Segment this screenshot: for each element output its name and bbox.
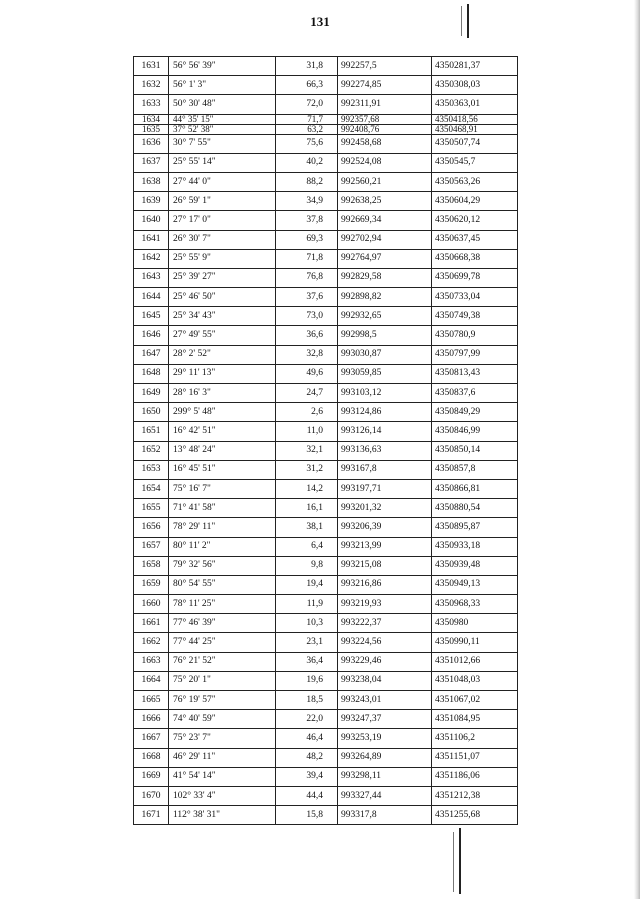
distance-cell: 9,8: [276, 556, 338, 575]
table-row: [134, 595, 518, 614]
x-coordinate-cell: 993030,87: [338, 345, 432, 364]
point-number-cell: 1656: [134, 518, 169, 537]
y-coordinate-cell: 4350281,37: [432, 57, 518, 76]
x-coordinate-cell: 992932,65: [338, 307, 432, 326]
distance-cell: 71,8: [276, 249, 338, 268]
distance-cell: 24,7: [276, 384, 338, 403]
direction-angle-cell: 78° 29' 11": [169, 518, 276, 537]
direction-angle-cell: 28° 16' 3": [169, 384, 276, 403]
direction-angle-cell: 102° 33' 4": [169, 786, 276, 805]
y-coordinate-cell: 4350418,56: [432, 114, 518, 124]
distance-cell: 39,4: [276, 767, 338, 786]
x-coordinate-cell: 992524,08: [338, 153, 432, 172]
direction-angle-cell: 80° 54' 55": [169, 575, 276, 594]
direction-angle-cell: 77° 46' 39": [169, 614, 276, 633]
distance-cell: 10,3: [276, 614, 338, 633]
point-number-cell: 1654: [134, 479, 169, 498]
distance-cell: 66,3: [276, 76, 338, 95]
y-coordinate-cell: 4350866,81: [432, 479, 518, 498]
direction-angle-cell: 46° 29' 11": [169, 748, 276, 767]
distance-cell: 11,0: [276, 422, 338, 441]
y-coordinate-cell: 4350780,9: [432, 326, 518, 345]
x-coordinate-cell: 992998,5: [338, 326, 432, 345]
x-coordinate-cell: 993317,8: [338, 806, 432, 825]
x-coordinate-cell: 992638,25: [338, 192, 432, 211]
distance-cell: 16,1: [276, 499, 338, 518]
direction-angle-cell: 76° 19' 57": [169, 691, 276, 710]
point-number-cell: 1644: [134, 288, 169, 307]
x-coordinate-cell: 993215,08: [338, 556, 432, 575]
table-row: [134, 114, 518, 124]
distance-cell: 37,8: [276, 211, 338, 230]
scan-margin-mark: [461, 6, 462, 36]
point-number-cell: 1650: [134, 403, 169, 422]
direction-angle-cell: 25° 39' 27": [169, 268, 276, 287]
distance-cell: 75,6: [276, 134, 338, 153]
x-coordinate-cell: 993124,86: [338, 403, 432, 422]
table-row: [134, 767, 518, 786]
direction-angle-cell: 25° 55' 14": [169, 153, 276, 172]
table-row: [134, 230, 518, 249]
table-row: [134, 134, 518, 153]
direction-angle-cell: 26° 30' 7": [169, 230, 276, 249]
point-number-cell: 1648: [134, 364, 169, 383]
y-coordinate-cell: 4350545,7: [432, 153, 518, 172]
point-number-cell: 1655: [134, 499, 169, 518]
table-row: [134, 691, 518, 710]
table-row: [134, 786, 518, 805]
point-number-cell: 1671: [134, 806, 169, 825]
y-coordinate-cell: 4350837,6: [432, 384, 518, 403]
y-coordinate-cell: 4350749,38: [432, 307, 518, 326]
x-coordinate-cell: 993206,39: [338, 518, 432, 537]
distance-cell: 37,6: [276, 288, 338, 307]
y-coordinate-cell: 4350880,54: [432, 499, 518, 518]
y-coordinate-cell: 4350857,8: [432, 460, 518, 479]
y-coordinate-cell: 4350308,03: [432, 76, 518, 95]
table-row: [134, 288, 518, 307]
table-row: [134, 124, 518, 134]
distance-cell: 19,6: [276, 671, 338, 690]
distance-cell: 32,8: [276, 345, 338, 364]
point-number-cell: 1663: [134, 652, 169, 671]
table-row: [134, 518, 518, 537]
direction-angle-cell: 25° 46' 50": [169, 288, 276, 307]
distance-cell: 46,4: [276, 729, 338, 748]
point-number-cell: 1638: [134, 172, 169, 191]
distance-cell: 31,2: [276, 460, 338, 479]
table-row: [134, 748, 518, 767]
point-number-cell: 1658: [134, 556, 169, 575]
y-coordinate-cell: 4350980: [432, 614, 518, 633]
point-number-cell: 1662: [134, 633, 169, 652]
point-number-cell: 1667: [134, 729, 169, 748]
x-coordinate-cell: 993059,85: [338, 364, 432, 383]
distance-cell: 49,6: [276, 364, 338, 383]
y-coordinate-cell: 4350620,12: [432, 211, 518, 230]
point-number-cell: 1632: [134, 76, 169, 95]
distance-cell: 31,8: [276, 57, 338, 76]
distance-cell: 36,6: [276, 326, 338, 345]
y-coordinate-cell: 4350733,04: [432, 288, 518, 307]
distance-cell: 23,1: [276, 633, 338, 652]
y-coordinate-cell: 4351106,2: [432, 729, 518, 748]
coordinates-table: [133, 56, 518, 825]
table-row: [134, 537, 518, 556]
direction-angle-cell: 75° 16' 7": [169, 479, 276, 498]
x-coordinate-cell: 992311,91: [338, 95, 432, 114]
distance-cell: 22,0: [276, 710, 338, 729]
point-number-cell: 1659: [134, 575, 169, 594]
point-number-cell: 1634: [134, 114, 169, 124]
point-number-cell: 1643: [134, 268, 169, 287]
table-row: [134, 364, 518, 383]
coordinates-table-body: [134, 57, 518, 825]
direction-angle-cell: 76° 21' 52": [169, 652, 276, 671]
point-number-cell: 1639: [134, 192, 169, 211]
x-coordinate-cell: 993213,99: [338, 537, 432, 556]
table-row: [134, 249, 518, 268]
table-row: [134, 345, 518, 364]
point-number-cell: 1633: [134, 95, 169, 114]
point-number-cell: 1653: [134, 460, 169, 479]
x-coordinate-cell: 993229,46: [338, 652, 432, 671]
table-row: [134, 211, 518, 230]
direction-angle-cell: 28° 2' 52": [169, 345, 276, 364]
x-coordinate-cell: 992829,58: [338, 268, 432, 287]
distance-cell: 11,9: [276, 595, 338, 614]
distance-cell: 19,4: [276, 575, 338, 594]
y-coordinate-cell: 4351048,03: [432, 671, 518, 690]
y-coordinate-cell: 4350563,26: [432, 172, 518, 191]
direction-angle-cell: 75° 20' 1": [169, 671, 276, 690]
table-row: [134, 76, 518, 95]
point-number-cell: 1636: [134, 134, 169, 153]
y-coordinate-cell: 4350637,45: [432, 230, 518, 249]
direction-angle-cell: 37° 52' 38": [169, 124, 276, 134]
point-number-cell: 1637: [134, 153, 169, 172]
direction-angle-cell: 50° 30' 48": [169, 95, 276, 114]
table-row: [134, 556, 518, 575]
distance-cell: 44,4: [276, 786, 338, 805]
x-coordinate-cell: 993243,01: [338, 691, 432, 710]
direction-angle-cell: 29° 11' 13": [169, 364, 276, 383]
point-number-cell: 1660: [134, 595, 169, 614]
x-coordinate-cell: 993216,86: [338, 575, 432, 594]
direction-angle-cell: 56° 1' 3": [169, 76, 276, 95]
point-number-cell: 1668: [134, 748, 169, 767]
table-row: [134, 441, 518, 460]
point-number-cell: 1635: [134, 124, 169, 134]
y-coordinate-cell: 4350363,01: [432, 95, 518, 114]
y-coordinate-cell: 4350990,11: [432, 633, 518, 652]
table-row: [134, 172, 518, 191]
y-coordinate-cell: 4350939,48: [432, 556, 518, 575]
direction-angle-cell: 27° 17' 0": [169, 211, 276, 230]
scan-margin-mark: [459, 828, 461, 894]
x-coordinate-cell: 992408,76: [338, 124, 432, 134]
direction-angle-cell: 299° 5' 48": [169, 403, 276, 422]
distance-cell: 36,4: [276, 652, 338, 671]
x-coordinate-cell: 993264,89: [338, 748, 432, 767]
direction-angle-cell: 27° 44' 0": [169, 172, 276, 191]
x-coordinate-cell: 993298,11: [338, 767, 432, 786]
x-coordinate-cell: 992764,97: [338, 249, 432, 268]
table-row: [134, 326, 518, 345]
point-number-cell: 1670: [134, 786, 169, 805]
direction-angle-cell: 25° 34' 43": [169, 307, 276, 326]
distance-cell: 71,7: [276, 114, 338, 124]
direction-angle-cell: 112° 38' 31": [169, 806, 276, 825]
direction-angle-cell: 75° 23' 7": [169, 729, 276, 748]
table-row: [134, 268, 518, 287]
y-coordinate-cell: 4350797,99: [432, 345, 518, 364]
distance-cell: 34,9: [276, 192, 338, 211]
direction-angle-cell: 16° 45' 51": [169, 460, 276, 479]
y-coordinate-cell: 4350846,99: [432, 422, 518, 441]
y-coordinate-cell: 4350604,29: [432, 192, 518, 211]
x-coordinate-cell: 992702,94: [338, 230, 432, 249]
table-row: [134, 192, 518, 211]
point-number-cell: 1645: [134, 307, 169, 326]
point-number-cell: 1664: [134, 671, 169, 690]
direction-angle-cell: 41° 54' 14": [169, 767, 276, 786]
point-number-cell: 1669: [134, 767, 169, 786]
table-row: [134, 460, 518, 479]
table-row: [134, 710, 518, 729]
point-number-cell: 1646: [134, 326, 169, 345]
distance-cell: 72,0: [276, 95, 338, 114]
distance-cell: 69,3: [276, 230, 338, 249]
x-coordinate-cell: 992898,82: [338, 288, 432, 307]
x-coordinate-cell: 993201,32: [338, 499, 432, 518]
y-coordinate-cell: 4351255,68: [432, 806, 518, 825]
table-row: [134, 479, 518, 498]
point-number-cell: 1647: [134, 345, 169, 364]
x-coordinate-cell: 993327,44: [338, 786, 432, 805]
table-row: [134, 499, 518, 518]
x-coordinate-cell: 993247,37: [338, 710, 432, 729]
point-number-cell: 1641: [134, 230, 169, 249]
direction-angle-cell: 16° 42' 51": [169, 422, 276, 441]
x-coordinate-cell: 993222,37: [338, 614, 432, 633]
x-coordinate-cell: 993253,19: [338, 729, 432, 748]
table-row: [134, 403, 518, 422]
table-row: [134, 95, 518, 114]
x-coordinate-cell: 992274,85: [338, 76, 432, 95]
distance-cell: 6,4: [276, 537, 338, 556]
y-coordinate-cell: 4351186,06: [432, 767, 518, 786]
distance-cell: 32,1: [276, 441, 338, 460]
y-coordinate-cell: 4350468,91: [432, 124, 518, 134]
table-row: [134, 384, 518, 403]
x-coordinate-cell: 992560,21: [338, 172, 432, 191]
point-number-cell: 1661: [134, 614, 169, 633]
scan-margin-mark: [453, 832, 454, 892]
direction-angle-cell: 13° 48' 24": [169, 441, 276, 460]
point-number-cell: 1666: [134, 710, 169, 729]
scan-margin-mark: [467, 4, 469, 38]
direction-angle-cell: 71° 41' 58": [169, 499, 276, 518]
y-coordinate-cell: 4351067,02: [432, 691, 518, 710]
x-coordinate-cell: 992669,34: [338, 211, 432, 230]
y-coordinate-cell: 4350850,14: [432, 441, 518, 460]
y-coordinate-cell: 4350813,43: [432, 364, 518, 383]
y-coordinate-cell: 4350507,74: [432, 134, 518, 153]
distance-cell: 40,2: [276, 153, 338, 172]
distance-cell: 38,1: [276, 518, 338, 537]
x-coordinate-cell: 992257,5: [338, 57, 432, 76]
direction-angle-cell: 26° 59' 1": [169, 192, 276, 211]
y-coordinate-cell: 4350849,29: [432, 403, 518, 422]
direction-angle-cell: 78° 11' 25": [169, 595, 276, 614]
distance-cell: 63,2: [276, 124, 338, 134]
table-row: [134, 671, 518, 690]
direction-angle-cell: 56° 56' 39": [169, 57, 276, 76]
point-number-cell: 1657: [134, 537, 169, 556]
direction-angle-cell: 77° 44' 25": [169, 633, 276, 652]
x-coordinate-cell: 993238,04: [338, 671, 432, 690]
table-row: [134, 422, 518, 441]
page-number: 131: [310, 14, 330, 29]
distance-cell: 73,0: [276, 307, 338, 326]
y-coordinate-cell: 4351212,38: [432, 786, 518, 805]
point-number-cell: 1631: [134, 57, 169, 76]
x-coordinate-cell: 992357,68: [338, 114, 432, 124]
distance-cell: 76,8: [276, 268, 338, 287]
x-coordinate-cell: 993219,93: [338, 595, 432, 614]
direction-angle-cell: 30° 7' 55": [169, 134, 276, 153]
table-row: [134, 806, 518, 825]
table-row: [134, 633, 518, 652]
distance-cell: 2,6: [276, 403, 338, 422]
distance-cell: 15,8: [276, 806, 338, 825]
y-coordinate-cell: 4351012,66: [432, 652, 518, 671]
direction-angle-cell: 79° 32' 56": [169, 556, 276, 575]
y-coordinate-cell: 4350895,87: [432, 518, 518, 537]
y-coordinate-cell: 4350933,18: [432, 537, 518, 556]
y-coordinate-cell: 4350668,38: [432, 249, 518, 268]
x-coordinate-cell: 992458,68: [338, 134, 432, 153]
table-row: [134, 57, 518, 76]
x-coordinate-cell: 993224,56: [338, 633, 432, 652]
point-number-cell: 1642: [134, 249, 169, 268]
distance-cell: 88,2: [276, 172, 338, 191]
y-coordinate-cell: 4350949,13: [432, 575, 518, 594]
x-coordinate-cell: 993167,8: [338, 460, 432, 479]
x-coordinate-cell: 993126,14: [338, 422, 432, 441]
direction-angle-cell: 74° 40' 59": [169, 710, 276, 729]
point-number-cell: 1665: [134, 691, 169, 710]
distance-cell: 48,2: [276, 748, 338, 767]
table-row: [134, 729, 518, 748]
distance-cell: 18,5: [276, 691, 338, 710]
y-coordinate-cell: 4351084,95: [432, 710, 518, 729]
table-row: [134, 153, 518, 172]
table-row: [134, 307, 518, 326]
direction-angle-cell: 27° 49' 55": [169, 326, 276, 345]
point-number-cell: 1651: [134, 422, 169, 441]
x-coordinate-cell: 993103,12: [338, 384, 432, 403]
table-row: [134, 614, 518, 633]
x-coordinate-cell: 993136,63: [338, 441, 432, 460]
y-coordinate-cell: 4350699,78: [432, 268, 518, 287]
y-coordinate-cell: 4350968,33: [432, 595, 518, 614]
y-coordinate-cell: 4351151,07: [432, 748, 518, 767]
distance-cell: 14,2: [276, 479, 338, 498]
direction-angle-cell: 80° 11' 2": [169, 537, 276, 556]
point-number-cell: 1652: [134, 441, 169, 460]
point-number-cell: 1640: [134, 211, 169, 230]
page-edge-shadow: [634, 0, 640, 899]
table-row: [134, 575, 518, 594]
x-coordinate-cell: 993197,71: [338, 479, 432, 498]
direction-angle-cell: 44° 35' 15": [169, 114, 276, 124]
direction-angle-cell: 25° 55' 9": [169, 249, 276, 268]
table-row: [134, 652, 518, 671]
point-number-cell: 1649: [134, 384, 169, 403]
